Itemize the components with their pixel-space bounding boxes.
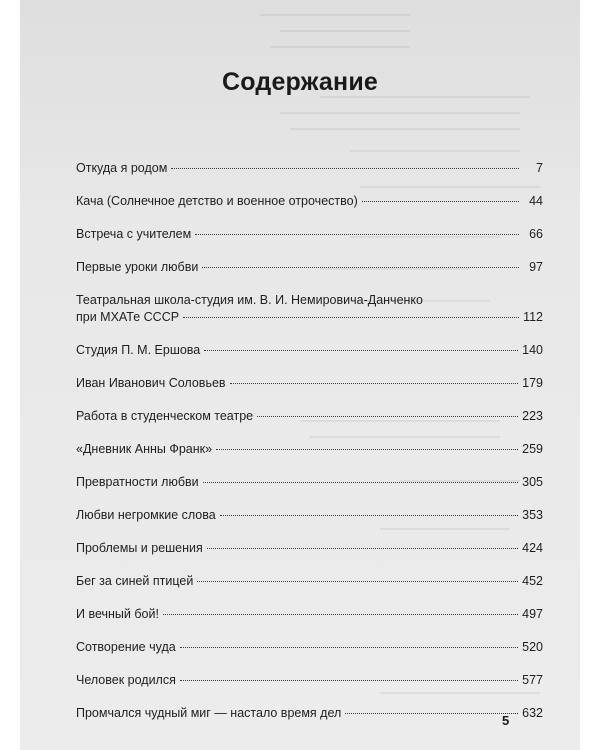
toc-entry-title: Проблемы и решения	[76, 541, 203, 555]
toc-entry	[76, 375, 543, 408]
toc-entry-page: 577	[522, 673, 543, 687]
toc-entry-page: 66	[529, 227, 543, 241]
toc-entry	[76, 226, 543, 259]
toc-entry-page: 179	[522, 376, 543, 390]
dot-leader	[183, 317, 519, 318]
dot-leader	[203, 482, 519, 483]
toc-entry-page: 424	[522, 541, 543, 555]
dot-leader	[257, 416, 518, 417]
dot-leader	[180, 647, 518, 648]
toc-entry-title: Театральная школа-студия им. В. И. Немировича-Данченко	[76, 293, 423, 307]
toc-entry-page: 112	[523, 310, 543, 324]
toc-entry-title: И вечный бой!	[76, 607, 159, 621]
toc-entry-title: Откуда я родом	[76, 161, 168, 175]
toc-entry	[76, 705, 543, 738]
toc-entry-page: 353	[522, 508, 543, 522]
toc-entry-title: Студия П. М. Ершова	[76, 343, 201, 357]
toc-entry-page: 305	[522, 475, 543, 489]
dot-leader	[207, 548, 518, 549]
toc-entry-page: 520	[522, 640, 543, 654]
page-title: Содержание	[221, 68, 379, 96]
toc-entry-page: 44	[529, 194, 543, 208]
toc-entry	[76, 672, 543, 705]
dot-leader	[220, 515, 518, 516]
dot-leader	[180, 680, 518, 681]
toc-entry-page: 223	[522, 409, 543, 423]
dot-leader	[163, 614, 518, 615]
toc-entry	[76, 573, 543, 606]
book-page	[20, 0, 580, 750]
toc-entry-title: Любви негромкие слова	[76, 508, 216, 522]
toc-entry-title: Кача (Солнечное детство и военное отрочество)	[76, 194, 358, 208]
dot-leader	[216, 449, 518, 450]
toc-entry-page: 7	[536, 161, 543, 175]
toc-entry-title: Встреча с учителем	[76, 227, 192, 241]
toc-entry-page: 259	[522, 442, 543, 456]
toc-entry	[76, 408, 543, 441]
table-of-contents	[76, 160, 543, 738]
toc-entry-title: Промчался чудный миг — настало время дел	[76, 706, 342, 720]
toc-entry-title: Иван Иванович Соловьев	[76, 376, 226, 390]
toc-entry-title: Превратности любви	[76, 475, 199, 489]
toc-entry-page: 140	[522, 343, 543, 357]
toc-entry-page: 632	[522, 706, 543, 720]
toc-entry-page: 452	[522, 574, 543, 588]
toc-entry	[76, 606, 543, 639]
toc-entry	[76, 639, 543, 672]
toc-entry-page: 497	[522, 607, 543, 621]
toc-entry	[76, 292, 543, 342]
toc-entry	[76, 507, 543, 540]
toc-entry	[76, 259, 543, 292]
toc-entry-title: Бег за синей птицей	[76, 574, 194, 588]
toc-entry	[76, 441, 543, 474]
dot-leader	[204, 350, 518, 351]
toc-entry-title: «Дневник Анны Франк»	[76, 442, 213, 456]
toc-entry	[76, 160, 543, 193]
dot-leader	[197, 581, 518, 582]
dot-leader	[202, 267, 519, 268]
toc-entry	[76, 474, 543, 507]
toc-entry	[76, 540, 543, 573]
dot-leader	[362, 201, 519, 202]
toc-entry-title: Первые уроки любви	[76, 260, 199, 274]
page-number: 5	[502, 713, 510, 728]
dot-leader	[230, 383, 519, 384]
toc-entry-title: Человек родился	[76, 673, 176, 687]
toc-entry-title: Работа в студенческом театре	[76, 409, 254, 423]
dot-leader	[171, 168, 519, 169]
dot-leader	[345, 713, 518, 714]
toc-entry	[76, 342, 543, 375]
toc-entry-title: Сотворение чуда	[76, 640, 176, 654]
toc-entry	[76, 193, 543, 226]
dot-leader	[195, 234, 519, 235]
toc-entry-title-continued: при МХАТе СССР	[76, 310, 180, 324]
toc-entry-page: 97	[529, 260, 543, 274]
